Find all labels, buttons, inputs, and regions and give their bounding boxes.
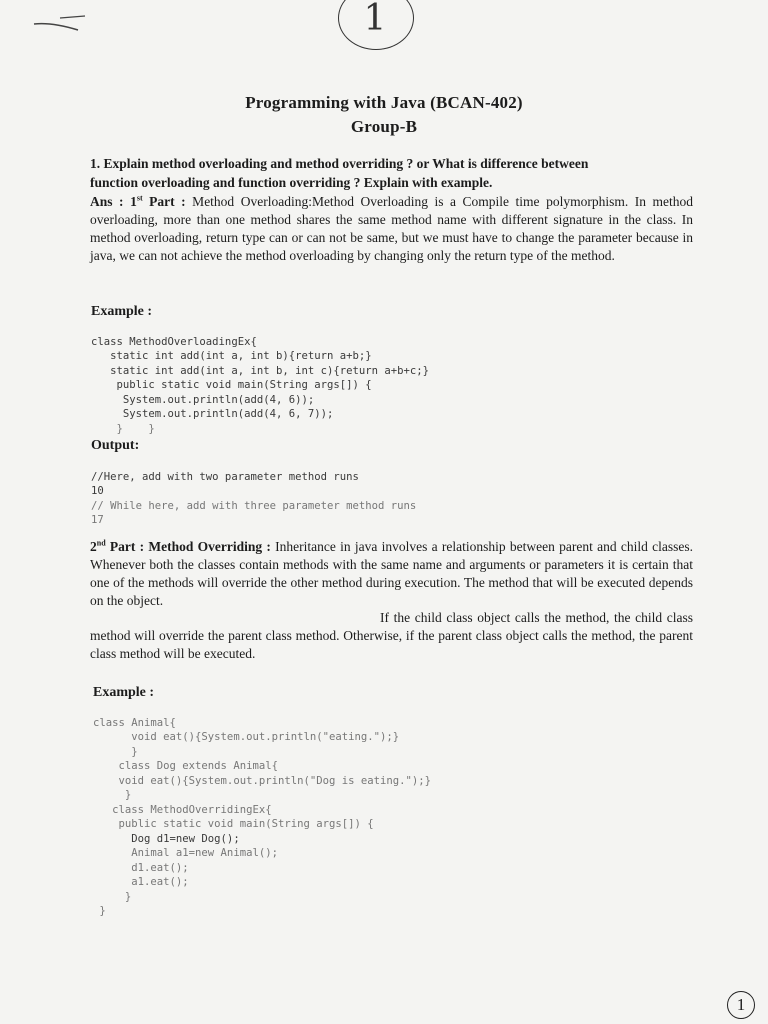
example-2-label: Example : [93, 685, 155, 700]
code-line: class Dog extends Animal{ [93, 760, 278, 772]
code-line: class MethodOverloadingEx{ [91, 335, 257, 348]
answer-part-2-continued [90, 609, 693, 663]
answer-part-2 [90, 538, 693, 610]
part-label: Part : [142, 194, 186, 209]
question-line-1: 1. Explain method overloading and method overriding ? or What is difference between [90, 156, 589, 171]
part2-text-2: If the child class object calls the method, the child class method will override the parent class method. Otherwise, if the parent class object calls the method, the parent class method will be executed. [90, 610, 693, 661]
code-line: void eat(){System.out.println("eating.");} [93, 731, 400, 743]
code-line: } [93, 905, 106, 917]
code-line: a1.eat(); [93, 876, 189, 888]
output-line: //Here, add with two parameter method runs [91, 470, 359, 483]
code-line: } } [91, 422, 155, 435]
code-line: void eat(){System.out.println("Dog is eating.");} [93, 774, 432, 787]
code-line: class Animal{ [93, 716, 176, 729]
code-line: } [93, 789, 132, 801]
page-title: Programming with Java (BCAN-402) [245, 93, 523, 112]
circled-number-text: 1 [363, 0, 387, 39]
example-2-code [93, 701, 431, 933]
output-label: Output: [91, 438, 140, 453]
code-line: public static void main(String args[]) { [93, 818, 374, 830]
output-line: 17 [91, 514, 104, 526]
page-number: 1 [727, 991, 755, 1019]
answer-part-1 [90, 193, 693, 265]
question-line-2: function overloading and function overriding ? Explain with example. [90, 175, 493, 190]
page-subtitle: Group-B [350, 117, 418, 136]
part2-sup: nd [96, 538, 106, 548]
pen-mark [30, 10, 100, 40]
code-line: d1.eat(); [93, 861, 189, 874]
code-line: Dog d1=new Dog(); [93, 832, 240, 845]
code-line: class MethodOverridingEx{ [93, 803, 272, 816]
example-1-label: Example : [91, 304, 153, 319]
code-line: } [93, 890, 132, 903]
answer-sup: st [136, 193, 143, 203]
code-line: static int add(int a, int b){return a+b;} [91, 350, 372, 362]
code-line: static int add(int a, int b, int c){return a+b+c;} [91, 364, 430, 377]
part2-num: 2 [90, 539, 97, 554]
output-line: 10 [91, 485, 104, 497]
part2-text-1: Inheritance in java involves a relationship between parent and child classes. Whenever both the classes contain methods with the same name and arguments or parameters it is certain that one of the methods will override the other method during execution. The method that will be executed depends on the object. [90, 539, 693, 608]
code-line: } [93, 745, 138, 758]
part1-text: Method Overloading:Method Overloading is a Compile time polymorphism. In method overloading, more than one method shares the same method name with different signature in the class. In method overloading, return type can or can not be same, but we must have to change the parameter because in java, we can not achieve the method overloading by changing only the return type of the method. [90, 194, 694, 263]
code-line: public static void main(String args[]) { [91, 379, 372, 391]
output-block [91, 455, 416, 542]
part2-heading: Part : Method Overriding : [105, 539, 271, 554]
answer-prefix: Ans : 1 [90, 194, 137, 209]
code-line: System.out.println(add(4, 6)); [91, 393, 315, 406]
code-line: Animal a1=new Animal(); [93, 847, 278, 859]
code-line: System.out.println(add(4, 6, 7)); [91, 408, 334, 420]
output-line: // While here, add with three parameter method runs [91, 499, 417, 512]
example-1-code [91, 320, 429, 451]
